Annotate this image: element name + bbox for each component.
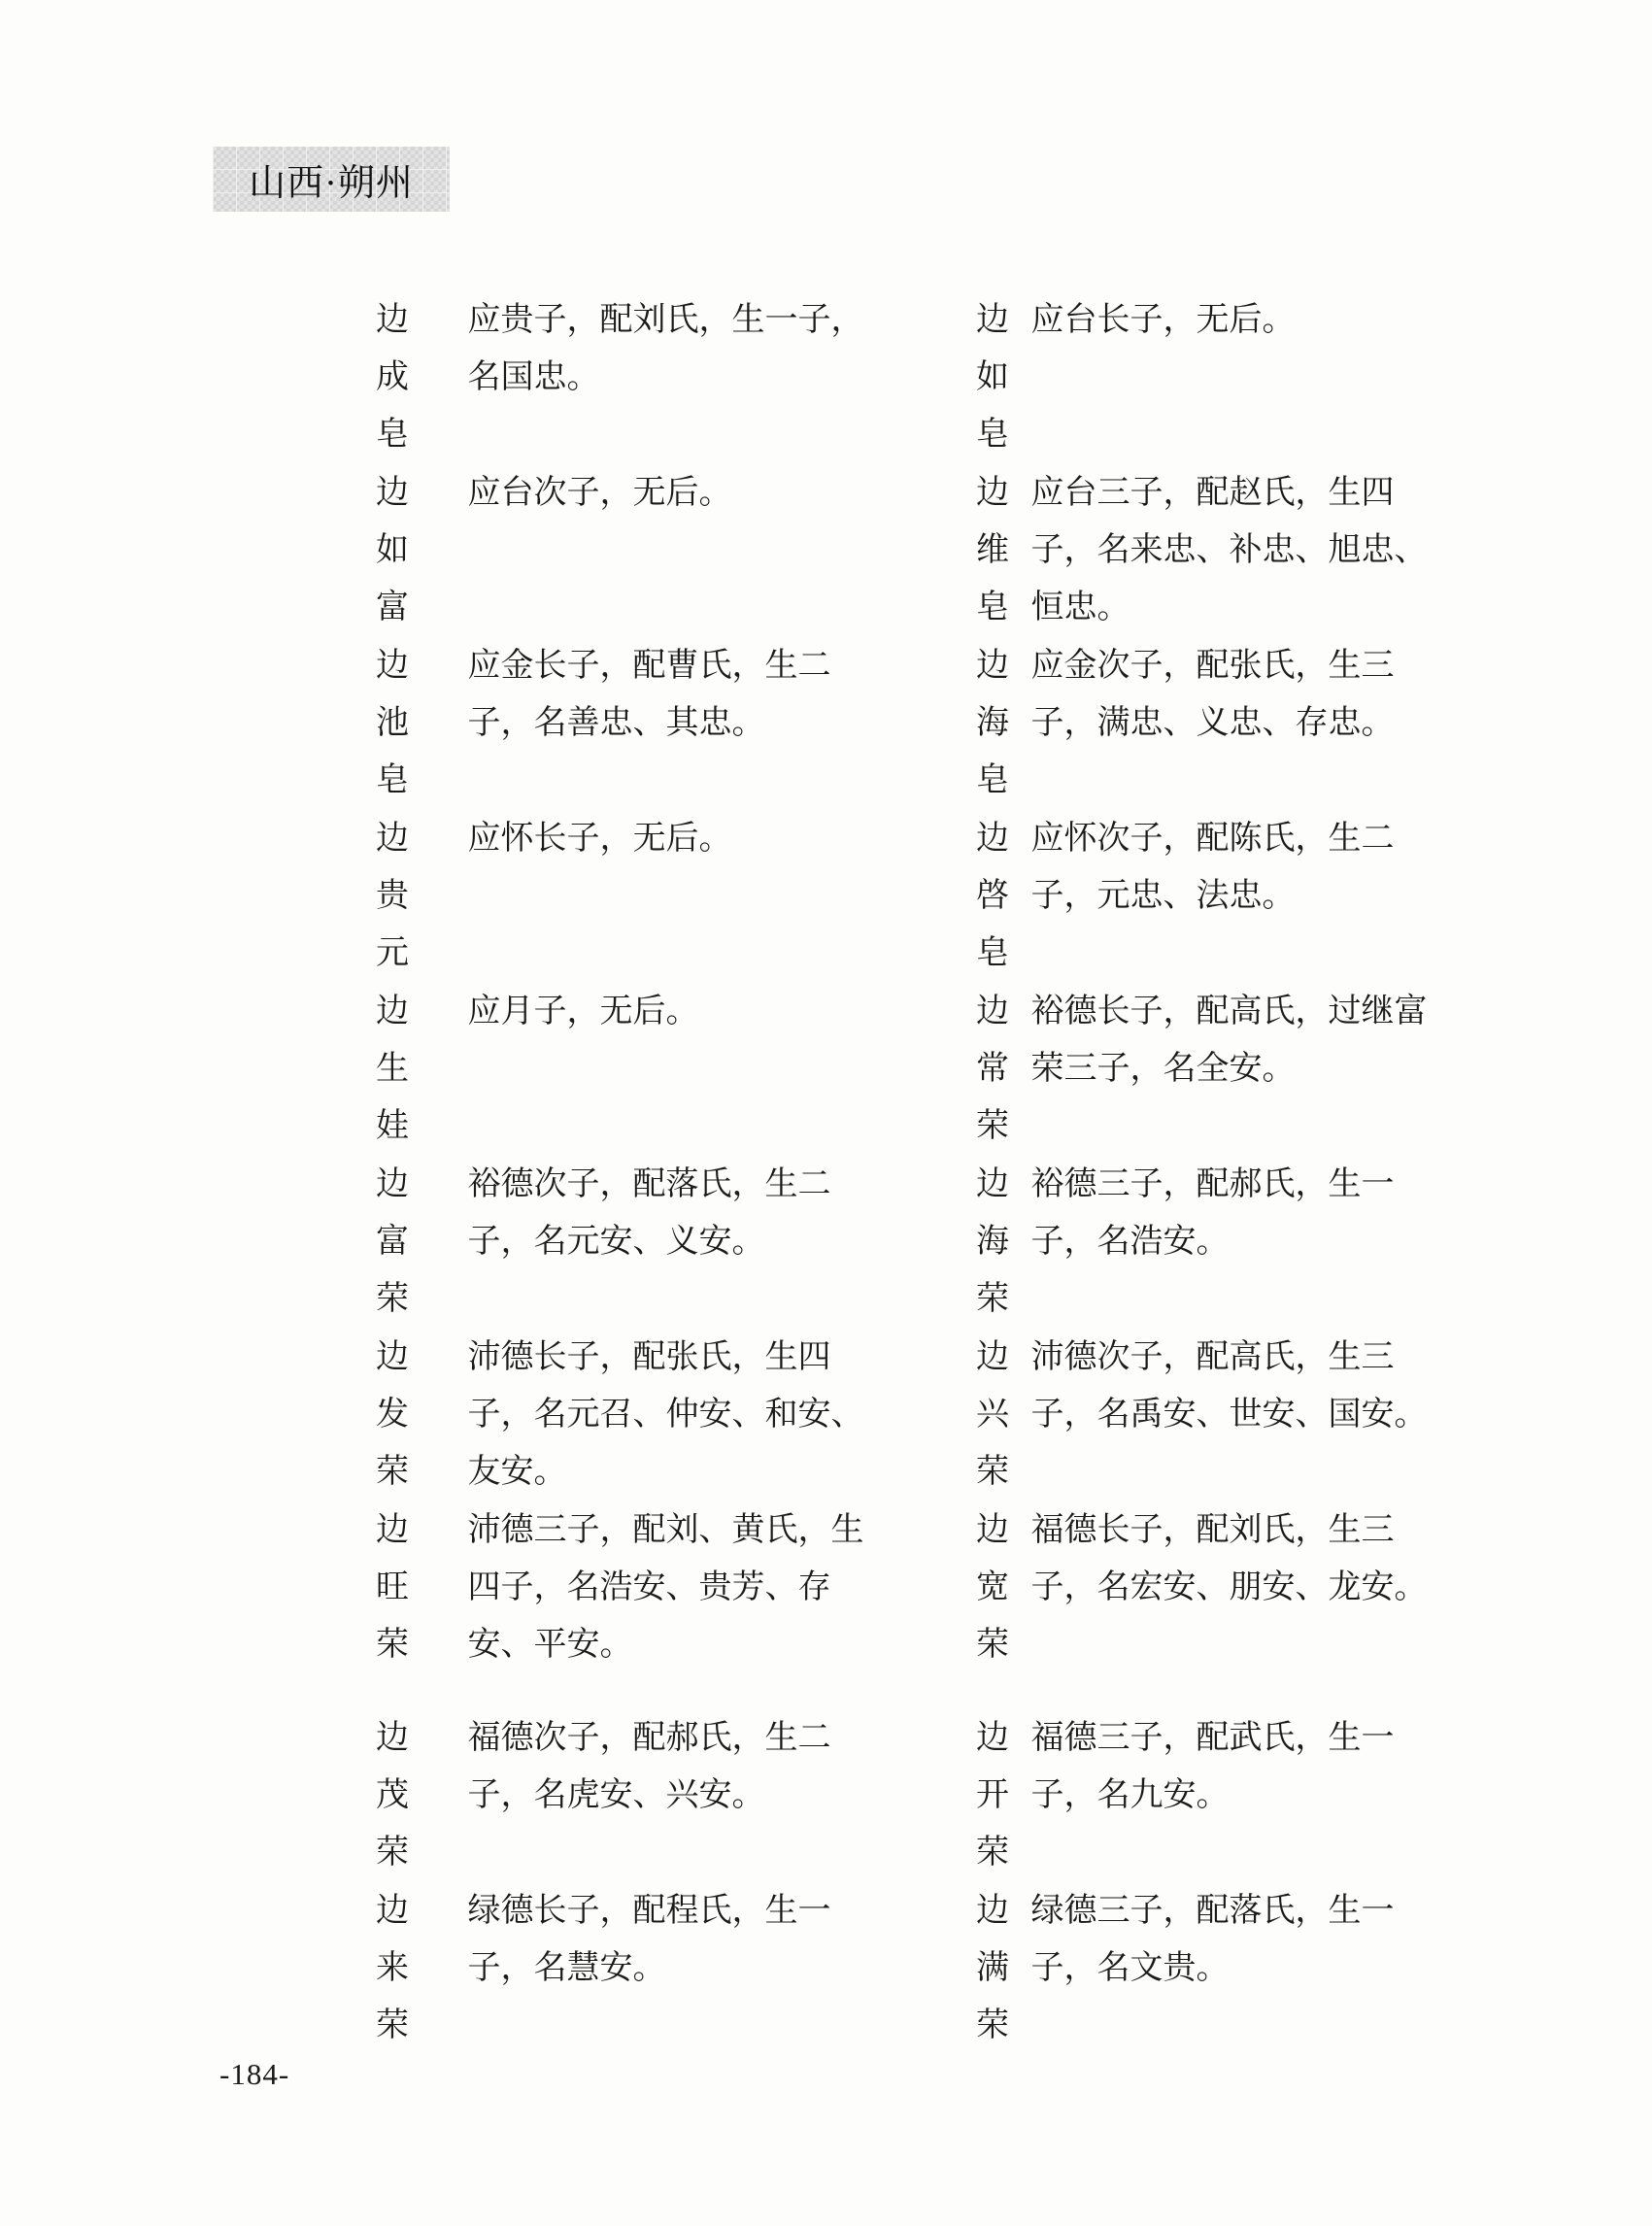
entry-text: 沛德长子，配张氏，生四子，名元召、仲安、和安、友安。 (467, 1339, 864, 1490)
genealogy-content (0, 291, 1652, 2055)
genealogy-entry (976, 983, 1457, 1155)
genealogy-entry (976, 1156, 1457, 1328)
person-name: 边来荣 (376, 1893, 409, 2043)
person-name: 边海荣 (976, 1166, 1009, 1317)
person-name: 边贵元 (376, 821, 409, 971)
entry-text: 应台长子，无后。 (1030, 302, 1296, 338)
genealogy-entry (976, 1501, 1457, 1673)
entry-text: 绿德三子，配落氏，生一子，名文贵。 (1030, 1893, 1395, 1986)
person-name: 边如皂 (976, 302, 1009, 453)
person-name: 边满荣 (976, 1893, 1009, 2043)
genealogy-entry (376, 1882, 893, 2054)
genealogy-entry (376, 1501, 893, 1673)
genealogy-entry (976, 637, 1457, 809)
person-name: 边生娃 (376, 994, 409, 1144)
entry-row (0, 637, 1652, 810)
genealogy-entry (376, 1709, 893, 1881)
entry-text: 应怀次子，配陈氏，生二子，元忠、法忠。 (1030, 821, 1395, 914)
person-name: 边海皂 (976, 648, 1009, 798)
genealogy-entry (976, 291, 1457, 463)
page-number: -184- (219, 2057, 290, 2091)
entry-text: 福德三子，配武氏，生一子，名九安。 (1030, 1720, 1395, 1813)
entry-row (0, 1329, 1652, 1501)
entry-text: 绿德长子，配程氏，生一子，名慧安。 (467, 1893, 831, 1986)
genealogy-entry (376, 1329, 893, 1501)
entry-row (0, 1882, 1652, 2055)
genealogy-entry (376, 810, 893, 982)
person-name: 边啓皂 (976, 821, 1009, 971)
genealogy-entry (976, 464, 1457, 636)
entry-text: 应台三子，配赵氏，生四子，名来忠、补忠、旭忠、恒忠。 (1030, 475, 1428, 625)
person-name: 边茂荣 (376, 1720, 409, 1871)
person-name: 边常荣 (976, 994, 1009, 1144)
genealogy-entry (376, 291, 893, 463)
entry-text: 福德长子，配刘氏，生三子，名宏安、朋安、龙安。 (1030, 1512, 1428, 1605)
person-name: 边开荣 (976, 1720, 1009, 1871)
entry-row (0, 1709, 1652, 1882)
entry-row (0, 810, 1652, 983)
person-name: 边池皂 (376, 648, 409, 798)
genealogy-entry (976, 1329, 1457, 1501)
entry-row (0, 464, 1652, 637)
entry-text: 裕德三子，配郝氏，生一子，名浩安。 (1030, 1166, 1395, 1260)
person-name: 边如富 (376, 475, 409, 625)
person-name: 边兴荣 (976, 1339, 1009, 1490)
genealogy-entry (376, 983, 893, 1155)
entry-text: 应金次子，配张氏，生三子，满忠、义忠、存忠。 (1030, 648, 1395, 741)
genealogy-entry (376, 464, 893, 636)
person-name: 边宽荣 (976, 1512, 1009, 1663)
entry-text: 裕德长子，配高氏，过继富荣三子，名全安。 (1030, 994, 1428, 1087)
genealogy-entry (976, 1882, 1457, 2054)
entry-row (0, 1156, 1652, 1329)
entry-row (0, 1501, 1652, 1674)
entry-text: 应怀长子，无后。 (467, 821, 732, 857)
genealogy-entry (376, 637, 893, 809)
person-name: 边旺荣 (376, 1512, 409, 1663)
entry-row (0, 983, 1652, 1156)
entry-text: 沛德次子，配高氏，生三子，名禹安、世安、国安。 (1030, 1339, 1428, 1433)
entry-text: 应贵子，配刘氏，生一子，名国忠。 (467, 302, 864, 395)
entry-text: 沛德三子，配刘、黄氏，生四子，名浩安、贵芳、存安、平安。 (467, 1512, 864, 1663)
region-header-badge (213, 147, 450, 212)
genealogy-entry (376, 1156, 893, 1328)
entry-text: 应台次子，无后。 (467, 475, 732, 511)
entry-text: 福德次子，配郝氏，生二子，名虎安、兴安。 (467, 1720, 831, 1813)
genealogy-entry (976, 1709, 1457, 1881)
person-name: 边发荣 (376, 1339, 409, 1490)
person-name: 边富荣 (376, 1166, 409, 1317)
genealogy-entry (976, 810, 1457, 982)
entry-text: 应金长子，配曹氏，生二子，名善忠、其忠。 (467, 648, 831, 741)
region-header-label: 山西·朔州 (249, 163, 414, 204)
person-name: 边成皂 (376, 302, 409, 453)
person-name: 边维皂 (976, 475, 1009, 625)
entry-text: 应月子，无后。 (467, 994, 699, 1029)
entry-row (0, 291, 1652, 464)
entry-text: 裕德次子，配落氏，生二子，名元安、义安。 (467, 1166, 831, 1260)
